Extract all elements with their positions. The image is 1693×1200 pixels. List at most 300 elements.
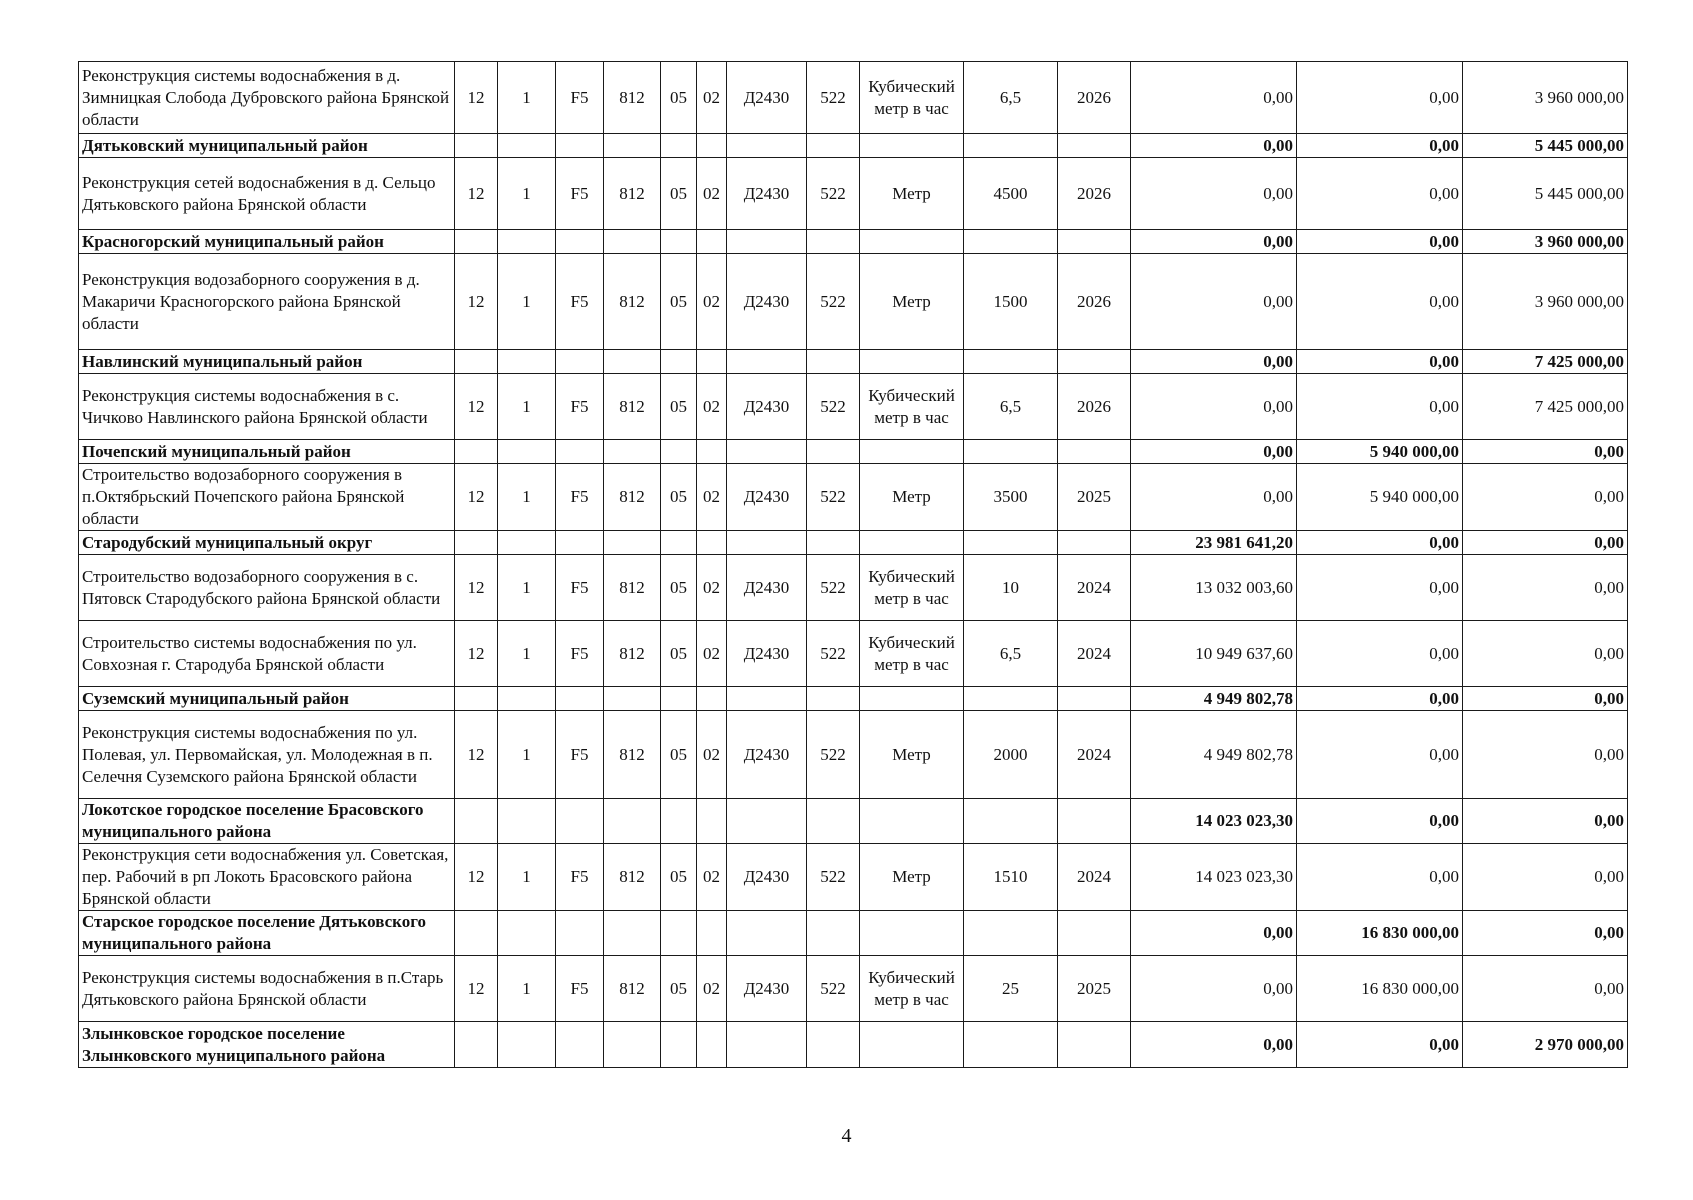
code-cell: 812 xyxy=(604,844,661,911)
code-cell xyxy=(727,687,807,711)
amount-2026-cell: 0,00 xyxy=(1463,687,1628,711)
code-cell: 05 xyxy=(661,374,697,440)
table-row xyxy=(79,158,1628,230)
amount-2025-cell: 0,00 xyxy=(1297,711,1463,799)
capacity-cell xyxy=(964,440,1058,464)
year-cell xyxy=(1058,134,1131,158)
unit-cell xyxy=(860,440,964,464)
code-cell: Д2430 xyxy=(727,62,807,134)
amount-2025-cell: 0,00 xyxy=(1297,799,1463,844)
year-cell: 2025 xyxy=(1058,956,1131,1022)
code-cell xyxy=(807,687,860,711)
code-cell: 812 xyxy=(604,374,661,440)
code-cell: 522 xyxy=(807,621,860,687)
section-row xyxy=(79,531,1628,555)
capacity-cell: 3500 xyxy=(964,464,1058,531)
unit-cell xyxy=(860,230,964,254)
code-cell: 1 xyxy=(498,254,556,350)
code-cell: 05 xyxy=(661,158,697,230)
code-cell xyxy=(556,799,604,844)
year-cell xyxy=(1058,440,1131,464)
capacity-cell: 2000 xyxy=(964,711,1058,799)
name-cell: Реконструкция системы водоснабжения в д. Зимницкая Слобода Дубровского района Брянской области xyxy=(79,62,455,134)
code-cell: Д2430 xyxy=(727,464,807,531)
code-cell xyxy=(556,230,604,254)
capacity-cell xyxy=(964,799,1058,844)
code-cell xyxy=(727,230,807,254)
section-row xyxy=(79,440,1628,464)
amount-2025-cell: 5 940 000,00 xyxy=(1297,440,1463,464)
code-cell: 522 xyxy=(807,158,860,230)
year-cell xyxy=(1058,799,1131,844)
code-cell: Д2430 xyxy=(727,555,807,621)
capacity-cell xyxy=(964,350,1058,374)
year-cell: 2026 xyxy=(1058,62,1131,134)
amount-2026-cell: 3 960 000,00 xyxy=(1463,230,1628,254)
code-cell: 02 xyxy=(697,555,727,621)
amount-2024-cell: 23 981 641,20 xyxy=(1131,531,1297,555)
code-cell: 02 xyxy=(697,62,727,134)
section-row xyxy=(79,134,1628,158)
amount-2024-cell: 0,00 xyxy=(1131,440,1297,464)
code-cell xyxy=(604,230,661,254)
year-cell xyxy=(1058,230,1131,254)
code-cell: 02 xyxy=(697,711,727,799)
section-row xyxy=(79,230,1628,254)
name-cell: Навлинский муниципальный район xyxy=(79,350,455,374)
code-cell xyxy=(556,687,604,711)
amount-2024-cell: 0,00 xyxy=(1131,158,1297,230)
amount-2025-cell: 0,00 xyxy=(1297,134,1463,158)
amount-2024-cell: 0,00 xyxy=(1131,62,1297,134)
code-cell xyxy=(455,440,498,464)
unit-cell xyxy=(860,134,964,158)
amount-2025-cell: 0,00 xyxy=(1297,1022,1463,1068)
amount-2026-cell: 0,00 xyxy=(1463,911,1628,956)
amount-2024-cell: 0,00 xyxy=(1131,464,1297,531)
code-cell: F5 xyxy=(556,555,604,621)
code-cell xyxy=(727,350,807,374)
name-cell: Реконструкция системы водоснабжения в п.Старь Дятьковского района Брянской области xyxy=(79,956,455,1022)
unit-cell xyxy=(860,531,964,555)
capacity-cell: 1500 xyxy=(964,254,1058,350)
code-cell: Д2430 xyxy=(727,844,807,911)
capacity-cell: 25 xyxy=(964,956,1058,1022)
code-cell xyxy=(604,799,661,844)
code-cell: 02 xyxy=(697,254,727,350)
amount-2026-cell: 7 425 000,00 xyxy=(1463,350,1628,374)
code-cell: F5 xyxy=(556,844,604,911)
code-cell xyxy=(498,531,556,555)
year-cell: 2026 xyxy=(1058,374,1131,440)
amount-2024-cell: 4 949 802,78 xyxy=(1131,687,1297,711)
code-cell: Д2430 xyxy=(727,374,807,440)
code-cell xyxy=(697,531,727,555)
section-row xyxy=(79,1022,1628,1068)
code-cell xyxy=(697,1022,727,1068)
year-cell xyxy=(1058,531,1131,555)
section-row xyxy=(79,911,1628,956)
code-cell xyxy=(455,531,498,555)
amount-2025-cell: 0,00 xyxy=(1297,254,1463,350)
year-cell xyxy=(1058,350,1131,374)
amount-2024-cell: 0,00 xyxy=(1131,230,1297,254)
capacity-cell xyxy=(964,531,1058,555)
code-cell: 812 xyxy=(604,254,661,350)
code-cell xyxy=(807,230,860,254)
code-cell xyxy=(661,799,697,844)
code-cell: F5 xyxy=(556,374,604,440)
code-cell: 12 xyxy=(455,711,498,799)
code-cell: 12 xyxy=(455,254,498,350)
code-cell: 02 xyxy=(697,844,727,911)
code-cell: 05 xyxy=(661,254,697,350)
code-cell: 12 xyxy=(455,621,498,687)
capacity-cell: 6,5 xyxy=(964,621,1058,687)
code-cell xyxy=(661,230,697,254)
table-row xyxy=(79,254,1628,350)
code-cell xyxy=(556,531,604,555)
unit-cell xyxy=(860,350,964,374)
capacity-cell: 4500 xyxy=(964,158,1058,230)
name-cell: Реконструкция сети водоснабжения ул. Советская, пер. Рабочий в рп Локоть Брасовского района Брянской области xyxy=(79,844,455,911)
unit-cell: Метр xyxy=(860,844,964,911)
amount-2025-cell: 0,00 xyxy=(1297,158,1463,230)
amount-2025-cell: 0,00 xyxy=(1297,230,1463,254)
code-cell: 05 xyxy=(661,844,697,911)
name-cell: Стародубский муниципальный округ xyxy=(79,531,455,555)
code-cell xyxy=(727,440,807,464)
unit-cell xyxy=(860,687,964,711)
code-cell: 812 xyxy=(604,555,661,621)
amount-2026-cell: 0,00 xyxy=(1463,555,1628,621)
unit-cell: Кубический метр в час xyxy=(860,621,964,687)
amount-2025-cell: 16 830 000,00 xyxy=(1297,911,1463,956)
table-body xyxy=(79,62,1628,1068)
code-cell xyxy=(604,531,661,555)
code-cell xyxy=(661,350,697,374)
code-cell xyxy=(697,230,727,254)
code-cell: 05 xyxy=(661,555,697,621)
code-cell: 522 xyxy=(807,464,860,531)
amount-2024-cell: 10 949 637,60 xyxy=(1131,621,1297,687)
code-cell xyxy=(727,1022,807,1068)
amount-2026-cell: 3 960 000,00 xyxy=(1463,62,1628,134)
code-cell xyxy=(604,687,661,711)
amount-2024-cell: 4 949 802,78 xyxy=(1131,711,1297,799)
section-row xyxy=(79,350,1628,374)
code-cell: 1 xyxy=(498,464,556,531)
capacity-cell xyxy=(964,230,1058,254)
code-cell xyxy=(807,531,860,555)
amount-2025-cell: 0,00 xyxy=(1297,374,1463,440)
code-cell: 522 xyxy=(807,254,860,350)
table-row xyxy=(79,555,1628,621)
capacity-cell xyxy=(964,1022,1058,1068)
amount-2026-cell: 0,00 xyxy=(1463,844,1628,911)
year-cell xyxy=(1058,1022,1131,1068)
code-cell: F5 xyxy=(556,711,604,799)
code-cell: F5 xyxy=(556,621,604,687)
name-cell: Реконструкция системы водоснабжения в с. Чичково Навлинского района Брянской области xyxy=(79,374,455,440)
code-cell: 02 xyxy=(697,158,727,230)
amount-2024-cell: 0,00 xyxy=(1131,134,1297,158)
code-cell: 05 xyxy=(661,464,697,531)
code-cell xyxy=(697,911,727,956)
section-row xyxy=(79,799,1628,844)
code-cell: 05 xyxy=(661,956,697,1022)
code-cell xyxy=(697,440,727,464)
code-cell: 1 xyxy=(498,844,556,911)
code-cell: 1 xyxy=(498,956,556,1022)
unit-cell xyxy=(860,911,964,956)
code-cell: Д2430 xyxy=(727,956,807,1022)
unit-cell xyxy=(860,799,964,844)
code-cell: 522 xyxy=(807,374,860,440)
amount-2026-cell: 3 960 000,00 xyxy=(1463,254,1628,350)
table-row xyxy=(79,956,1628,1022)
unit-cell: Метр xyxy=(860,158,964,230)
name-cell: Реконструкция водозаборного сооружения в д. Макаричи Красногорского района Брянской области xyxy=(79,254,455,350)
table-row xyxy=(79,374,1628,440)
code-cell: 1 xyxy=(498,621,556,687)
amount-2026-cell: 0,00 xyxy=(1463,531,1628,555)
table-row xyxy=(79,711,1628,799)
code-cell: Д2430 xyxy=(727,158,807,230)
code-cell: Д2430 xyxy=(727,621,807,687)
page-number: 4 xyxy=(841,1125,852,1147)
code-cell xyxy=(697,687,727,711)
code-cell xyxy=(807,440,860,464)
capacity-cell xyxy=(964,687,1058,711)
section-row xyxy=(79,687,1628,711)
amount-2025-cell: 0,00 xyxy=(1297,687,1463,711)
amount-2025-cell: 0,00 xyxy=(1297,531,1463,555)
year-cell: 2024 xyxy=(1058,844,1131,911)
unit-cell: Кубический метр в час xyxy=(860,956,964,1022)
amount-2024-cell: 0,00 xyxy=(1131,374,1297,440)
code-cell xyxy=(556,350,604,374)
code-cell xyxy=(727,531,807,555)
amount-2026-cell: 5 445 000,00 xyxy=(1463,134,1628,158)
code-cell xyxy=(498,799,556,844)
code-cell xyxy=(661,687,697,711)
unit-cell: Кубический метр в час xyxy=(860,62,964,134)
code-cell: 02 xyxy=(697,621,727,687)
code-cell xyxy=(498,440,556,464)
code-cell: 812 xyxy=(604,464,661,531)
code-cell xyxy=(807,350,860,374)
code-cell xyxy=(807,134,860,158)
code-cell xyxy=(498,911,556,956)
amount-2026-cell: 0,00 xyxy=(1463,956,1628,1022)
amount-2024-cell: 0,00 xyxy=(1131,254,1297,350)
code-cell: 1 xyxy=(498,158,556,230)
amount-2025-cell: 5 940 000,00 xyxy=(1297,464,1463,531)
code-cell xyxy=(697,350,727,374)
unit-cell: Кубический метр в час xyxy=(860,555,964,621)
code-cell: 812 xyxy=(604,711,661,799)
code-cell xyxy=(604,911,661,956)
code-cell: Д2430 xyxy=(727,254,807,350)
code-cell: 12 xyxy=(455,62,498,134)
code-cell xyxy=(727,799,807,844)
code-cell xyxy=(556,440,604,464)
unit-cell: Метр xyxy=(860,254,964,350)
amount-2026-cell: 7 425 000,00 xyxy=(1463,374,1628,440)
code-cell: 522 xyxy=(807,956,860,1022)
code-cell xyxy=(455,230,498,254)
code-cell xyxy=(604,440,661,464)
year-cell xyxy=(1058,911,1131,956)
amount-2025-cell: 0,00 xyxy=(1297,844,1463,911)
code-cell xyxy=(455,1022,498,1068)
amount-2026-cell: 5 445 000,00 xyxy=(1463,158,1628,230)
code-cell: 1 xyxy=(498,555,556,621)
amount-2026-cell: 2 970 000,00 xyxy=(1463,1022,1628,1068)
code-cell xyxy=(498,687,556,711)
year-cell: 2026 xyxy=(1058,158,1131,230)
code-cell xyxy=(604,1022,661,1068)
code-cell xyxy=(661,1022,697,1068)
code-cell: 812 xyxy=(604,158,661,230)
year-cell: 2025 xyxy=(1058,464,1131,531)
amount-2026-cell: 0,00 xyxy=(1463,621,1628,687)
unit-cell xyxy=(860,1022,964,1068)
amount-2025-cell: 0,00 xyxy=(1297,62,1463,134)
table-row xyxy=(79,464,1628,531)
code-cell: 522 xyxy=(807,555,860,621)
year-cell xyxy=(1058,687,1131,711)
code-cell: 12 xyxy=(455,374,498,440)
table-row xyxy=(79,62,1628,134)
year-cell: 2024 xyxy=(1058,711,1131,799)
code-cell xyxy=(807,1022,860,1068)
year-cell: 2026 xyxy=(1058,254,1131,350)
amount-2024-cell: 0,00 xyxy=(1131,911,1297,956)
code-cell: Д2430 xyxy=(727,711,807,799)
amount-2024-cell: 13 032 003,60 xyxy=(1131,555,1297,621)
code-cell xyxy=(807,799,860,844)
code-cell xyxy=(455,134,498,158)
amount-2026-cell: 0,00 xyxy=(1463,711,1628,799)
name-cell: Строительство водозаборного сооружения в п.Октябрьский Почепского района Брянской области xyxy=(79,464,455,531)
code-cell xyxy=(498,134,556,158)
name-cell: Суземский муниципальный район xyxy=(79,687,455,711)
code-cell xyxy=(455,687,498,711)
table-row xyxy=(79,621,1628,687)
code-cell: 12 xyxy=(455,844,498,911)
code-cell: 522 xyxy=(807,844,860,911)
code-cell: F5 xyxy=(556,254,604,350)
code-cell xyxy=(455,350,498,374)
code-cell: 812 xyxy=(604,956,661,1022)
code-cell xyxy=(498,1022,556,1068)
amount-2025-cell: 0,00 xyxy=(1297,555,1463,621)
capacity-cell: 6,5 xyxy=(964,374,1058,440)
code-cell: 05 xyxy=(661,62,697,134)
amount-2025-cell: 16 830 000,00 xyxy=(1297,956,1463,1022)
table-row xyxy=(79,844,1628,911)
code-cell xyxy=(661,531,697,555)
capacity-cell: 10 xyxy=(964,555,1058,621)
amount-2024-cell: 14 023 023,30 xyxy=(1131,799,1297,844)
name-cell: Злынковское городское поселение Злынковского муниципального района xyxy=(79,1022,455,1068)
name-cell: Дятьковский муниципальный район xyxy=(79,134,455,158)
code-cell: 02 xyxy=(697,464,727,531)
capacity-cell: 6,5 xyxy=(964,62,1058,134)
name-cell: Строительство водозаборного сооружения в с. Пятовск Стародубского района Брянской области xyxy=(79,555,455,621)
code-cell: F5 xyxy=(556,62,604,134)
code-cell xyxy=(727,134,807,158)
amount-2025-cell: 0,00 xyxy=(1297,621,1463,687)
code-cell: 1 xyxy=(498,711,556,799)
amount-2025-cell: 0,00 xyxy=(1297,350,1463,374)
amount-2024-cell: 0,00 xyxy=(1131,956,1297,1022)
amount-2026-cell: 0,00 xyxy=(1463,440,1628,464)
code-cell xyxy=(498,230,556,254)
amount-2024-cell: 0,00 xyxy=(1131,350,1297,374)
name-cell: Реконструкция сетей водоснабжения в д. Сельцо Дятьковского района Брянской области xyxy=(79,158,455,230)
code-cell: 12 xyxy=(455,158,498,230)
code-cell: 522 xyxy=(807,62,860,134)
code-cell xyxy=(604,134,661,158)
name-cell: Строительство системы водоснабжения по ул. Совхозная г. Стародуба Брянской области xyxy=(79,621,455,687)
year-cell: 2024 xyxy=(1058,555,1131,621)
budget-table xyxy=(78,61,1628,1068)
code-cell: 12 xyxy=(455,555,498,621)
name-cell: Почепский муниципальный район xyxy=(79,440,455,464)
amount-2024-cell: 14 023 023,30 xyxy=(1131,844,1297,911)
year-cell: 2024 xyxy=(1058,621,1131,687)
capacity-cell xyxy=(964,911,1058,956)
capacity-cell xyxy=(964,134,1058,158)
code-cell: 02 xyxy=(697,956,727,1022)
capacity-cell: 1510 xyxy=(964,844,1058,911)
code-cell: 05 xyxy=(661,711,697,799)
code-cell xyxy=(556,911,604,956)
code-cell xyxy=(556,134,604,158)
code-cell: 12 xyxy=(455,464,498,531)
code-cell xyxy=(661,440,697,464)
unit-cell: Кубический метр в час xyxy=(860,374,964,440)
code-cell: F5 xyxy=(556,956,604,1022)
code-cell xyxy=(727,911,807,956)
code-cell xyxy=(556,1022,604,1068)
code-cell: 02 xyxy=(697,374,727,440)
unit-cell: Метр xyxy=(860,711,964,799)
unit-cell: Метр xyxy=(860,464,964,531)
code-cell xyxy=(807,911,860,956)
code-cell: 1 xyxy=(498,62,556,134)
amount-2026-cell: 0,00 xyxy=(1463,464,1628,531)
code-cell: 1 xyxy=(498,374,556,440)
code-cell xyxy=(498,350,556,374)
code-cell: 812 xyxy=(604,62,661,134)
code-cell xyxy=(455,911,498,956)
code-cell xyxy=(697,799,727,844)
code-cell xyxy=(455,799,498,844)
code-cell xyxy=(661,911,697,956)
code-cell xyxy=(697,134,727,158)
code-cell xyxy=(661,134,697,158)
amount-2024-cell: 0,00 xyxy=(1131,1022,1297,1068)
name-cell: Локотское городское поселение Брасовского муниципального района xyxy=(79,799,455,844)
name-cell: Старское городское поселение Дятьковского муниципального района xyxy=(79,911,455,956)
name-cell: Реконструкция системы водоснабжения по ул. Полевая, ул. Первомайская, ул. Молодежная в п. Селечня Суземского района Брянской области xyxy=(79,711,455,799)
code-cell xyxy=(604,350,661,374)
code-cell: F5 xyxy=(556,158,604,230)
